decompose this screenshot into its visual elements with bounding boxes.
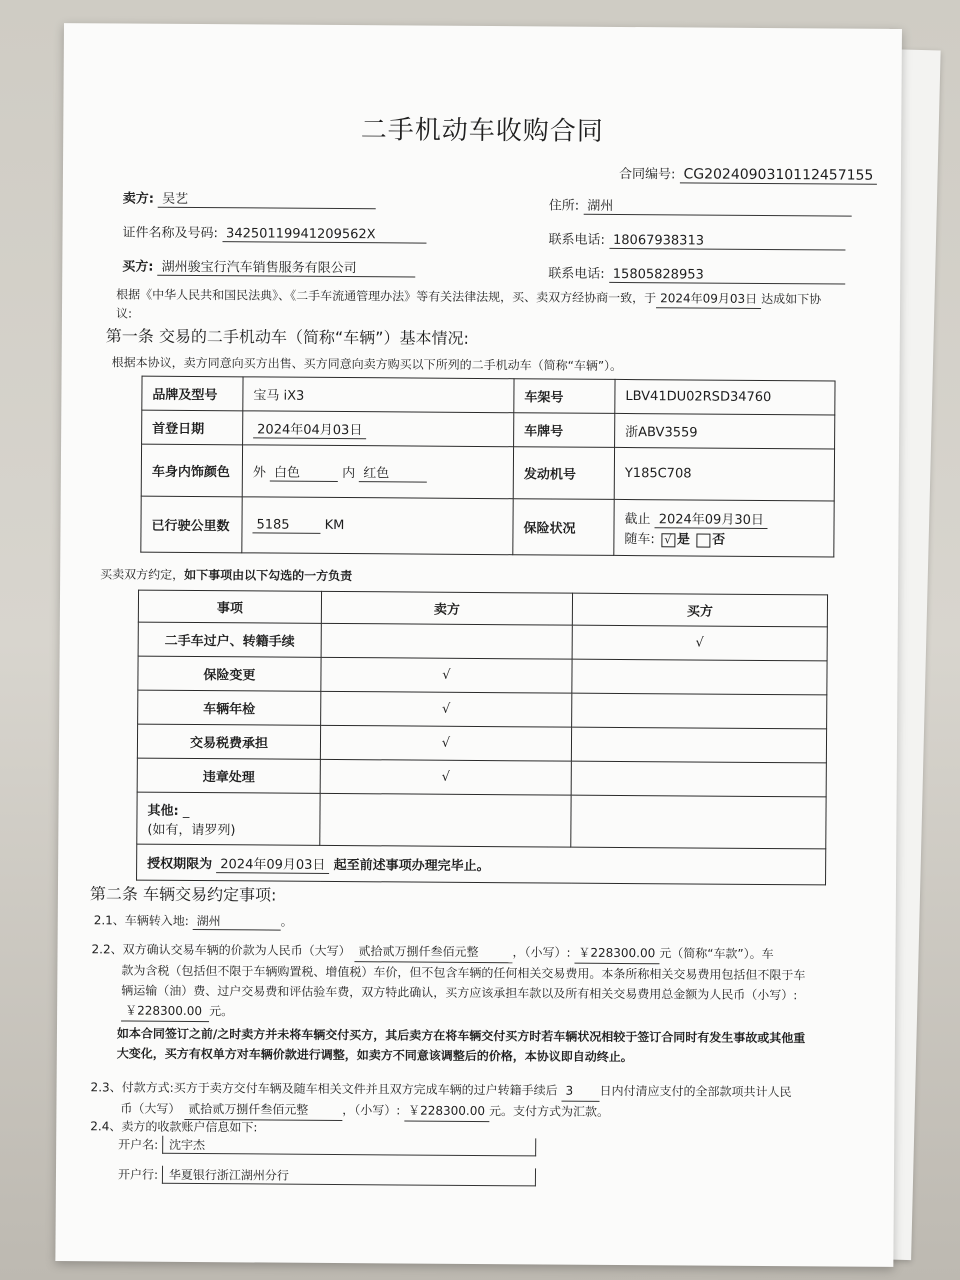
- seller-name: 吴艺: [158, 188, 376, 210]
- table-row: 授权期限为 2024年09月03日 起至前述事项办理完毕止。: [137, 844, 826, 885]
- account-bank: 华夏银行浙江湖州分行: [162, 1166, 536, 1187]
- table-row: 车辆年检 √: [138, 690, 827, 729]
- yes-checkbox[interactable]: √: [661, 533, 675, 547]
- interior-color: 红色: [359, 462, 427, 482]
- contract-page: [55, 23, 902, 1267]
- license-plate: 浙ABV3559: [615, 413, 835, 449]
- agreement-date: 2024年09月03日: [656, 289, 761, 309]
- bold-adjustment-clause: 如本合同签订之前/之时卖方并未将车辆交付买方，其后卖方在将车辆交付买方时若车辆状况相较于签订合同时有发生事故或其他重 大变化，买方有权单方对车辆价款进行调整，如卖方不同意该调整后的价格，本协议即自动终止。: [116, 1026, 806, 1065]
- buyer-name: 湖州骏宝行汽车销售服务有限公司: [158, 256, 416, 278]
- table-row: 其他: _ (如有，请罗列): [137, 792, 826, 849]
- article1-intro: 根据本协议，卖方同意向买方出售、买方同意向卖方购买以下所列的二手机动车（简称“车辆”）。: [111, 355, 623, 373]
- mileage-value: 5185: [252, 517, 320, 533]
- duties-table: 事项 卖方 买方 二手车过户、转籍手续 √ 保险变更 √ 车辆年检 √ 交易税费承担 √ 违章处理 √ 其他: _ (如有，请罗列) 授权期限为 2024年09月03日 起至前述事项办理完毕止。: [136, 590, 828, 886]
- seller-id-row: 证件名称及号码: 34250119941209562X: [122, 221, 426, 243]
- article1-title: 第一条 交易的二手机动车（简称“车辆”）基本情况:: [105, 326, 469, 348]
- insurance-expiry: 2024年09月30日: [655, 508, 768, 529]
- seller-row: 卖方: 吴艺: [123, 187, 376, 209]
- no-checkbox[interactable]: [696, 533, 710, 547]
- clause-2-2: 2.2、双方确认交易车辆的价款为人民币（大写） 贰拾贰万捌仟叁佰元整 ，（小写）: ￥228300.00 元（简称“车款”）。车 款为含税（包括但不限于车辆购置税、增值税）车价，但不包含车辆的任何相关交易费用。本条所称相关交易费用包括但不限于车 辆运输（油）费、过户交易费和评估验车费，双方特此确认，买方应该承担车款以及所有相关交易费用总金额为人民币（小写）: ￥228300.00 元。: [91, 939, 882, 1027]
- article2-title: 第二条 车辆交易约定事项:: [89, 884, 277, 905]
- seller-address: 住所: 湖州: [549, 194, 852, 216]
- buyer-phone: 联系电话: 15805828953: [548, 262, 845, 284]
- deadline-date: 2024年09月03日: [216, 853, 329, 874]
- total-price: ￥228300.00: [121, 1000, 209, 1022]
- document-title: 二手机动车收购合同: [360, 115, 604, 147]
- seller-id-value: 34250119941209562X: [222, 226, 426, 243]
- table-row: 保险变更 √: [138, 656, 827, 695]
- clause-2-1: 2.1、车辆转入地: 湖州 。: [93, 913, 293, 929]
- contract-number: 合同编号: CG2024090310112457155: [619, 163, 878, 185]
- registration-date: 2024年04月03日: [253, 418, 366, 439]
- account-bank-row: 开户行: 华夏银行浙江湖州分行: [118, 1165, 536, 1186]
- vehicle-brand: 宝马 iX3: [243, 377, 514, 413]
- clause-2-3: 2.3、付款方式:买方于卖方交付车辆及随车相关文件并且双方完成车辆的过户转籍手续后 3 日内付清应支付的全部款项共计人民 币（大写） 贰拾贰万捌仟叁佰元整 ，（小写）: ￥228300.00 元。支付方式为汇款。: [90, 1077, 880, 1125]
- price-uppercase: 贰拾贰万捌仟叁佰元整: [354, 941, 512, 963]
- payment-days: 3: [561, 1081, 599, 1102]
- vehicle-info-table: 品牌及型号 宝马 iX3 车架号 LBV41DU02RSD34760 首登日期 2024年04月03日 车牌号 浙ABV3559 车身内饰颜色 外 白色 内 红色 发动机号 Y185C708 已行驶公里数 5185 KM 保险状况 截止 2024年09月30日 随车: √ 是 否: [140, 376, 835, 558]
- table-row: 交易税费承担 √: [137, 724, 826, 763]
- buyer-row: 买方: 湖州骏宝行汽车销售服务有限公司: [122, 255, 415, 277]
- price-lowercase: ￥228300.00: [574, 943, 659, 965]
- destination-city: 湖州: [193, 912, 281, 931]
- account-name: 沈宇杰: [162, 1136, 536, 1157]
- duties-intro: 买卖双方约定，如下事项由以下勾选的一方负责: [100, 567, 353, 584]
- account-name-row: 开户名: 沈宇杰: [118, 1135, 536, 1156]
- legal-basis: 根据《中华人民共和国民法典》、《二手车流通管理办法》等有关法律法规，买、卖双方经协商一致，于 2024年09月03日 达成如下协 议:: [115, 287, 822, 321]
- table-row: 违章处理 √: [137, 758, 826, 797]
- seller-phone: 联系电话: 18067938313: [548, 228, 845, 250]
- engine-number: Y185C708: [614, 447, 834, 501]
- exterior-color: 白色: [270, 461, 338, 481]
- vehicle-vin: LBV41DU02RSD34760: [615, 379, 835, 415]
- clause-2-4: 2.4、卖方的收款账户信息如下:: [90, 1119, 258, 1135]
- contract-number-value: CG2024090310112457155: [679, 166, 877, 184]
- table-row: 二手车过户、转籍手续 √: [138, 622, 827, 661]
